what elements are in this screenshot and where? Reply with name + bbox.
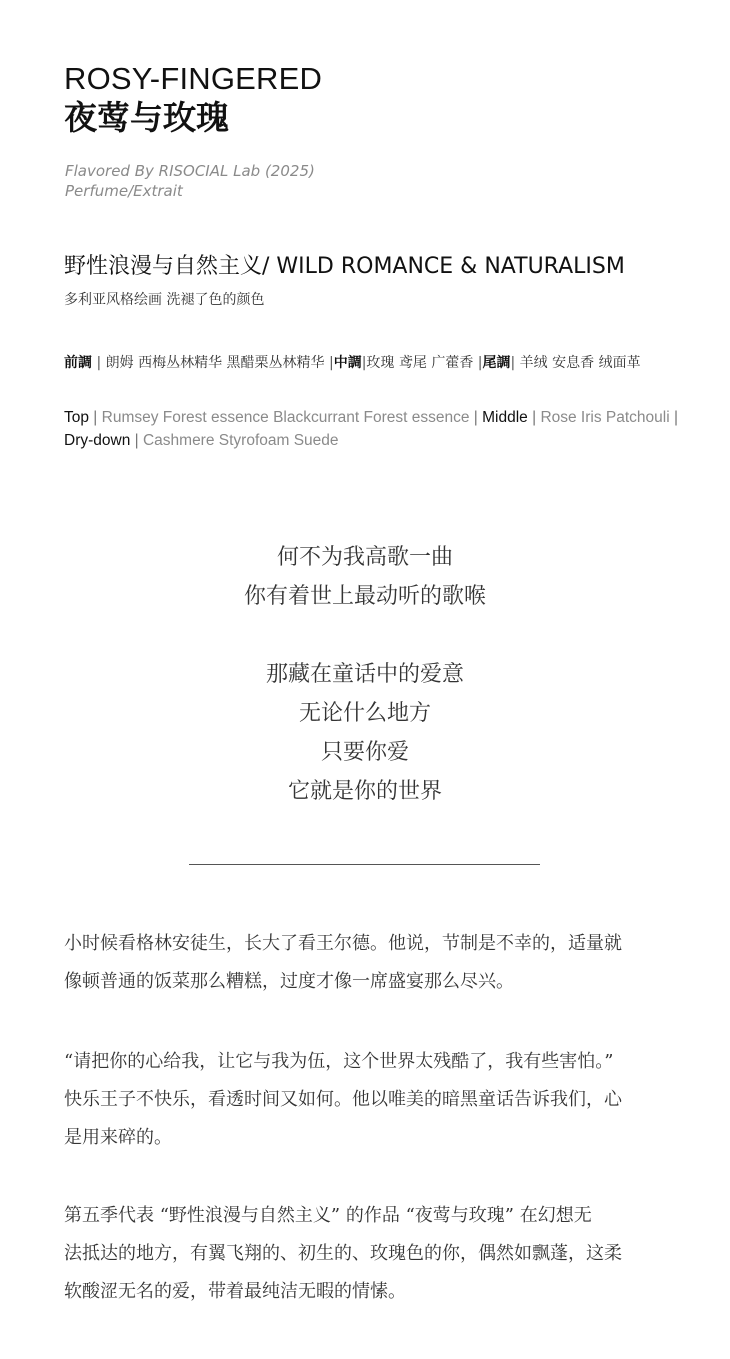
top-note-label-cn: 前調 xyxy=(64,355,92,371)
top-note-values-cn: 朗姆 西梅丛林精华 黑醋栗丛林精华 xyxy=(105,355,325,371)
prose-line: “请把你的心给我，让它与我为伍，这个世界太残酷了，我有些害怕。” xyxy=(64,1051,614,1072)
separator: | xyxy=(92,355,106,371)
separator: | xyxy=(324,355,334,371)
prose-line: 第五季代表 “野性浪漫与自然主义” 的作品 “夜莺与玫瑰” 在幻想无 xyxy=(64,1205,592,1226)
poem-line: 无论什么地方 xyxy=(298,701,431,726)
separator: | xyxy=(510,355,520,371)
prose-line: 是用来碎的。 xyxy=(64,1127,172,1148)
notes-cn xyxy=(64,350,684,376)
top-note-label-en: Top xyxy=(64,409,89,426)
poem xyxy=(0,538,730,811)
theme-title: 野性浪漫与自然主义/ WILD ROMANCE & NATURALISM xyxy=(64,254,625,279)
flavored-by-text: Flavored By RISOCIAL Lab (2025) xyxy=(65,162,315,180)
separator: | xyxy=(527,409,541,426)
base-note-values-en: Cashmere Styrofoam Suede xyxy=(142,432,339,449)
prose-line: 小时候看格林安徒生，长大了看王尔德。他说，节制是不幸的，适量就 xyxy=(64,933,622,954)
poem-line: 它就是你的世界 xyxy=(287,779,442,804)
poem-line: 只要你爱 xyxy=(320,740,409,765)
base-note-values-cn: 羊绒 安息香 绒面革 xyxy=(519,355,641,371)
separator: | xyxy=(669,409,679,426)
prose-paragraph-2 xyxy=(64,1043,670,1157)
product-type-text: Perfume/Extrait xyxy=(65,182,183,200)
middle-note-values-en: Rose Iris Patchouli xyxy=(540,409,670,426)
prose-paragraph-1 xyxy=(64,925,670,1001)
prose-line: 快乐王子不快乐，看透时间又如何。他以唯美的暗黑童话告诉我们，心 xyxy=(64,1089,622,1110)
separator: | xyxy=(473,355,483,371)
stanza-gap xyxy=(0,616,730,655)
prose-line: 像顿普通的饭菜那么糟糕，过度才像一席盛宴那么尽兴。 xyxy=(64,971,514,992)
base-note-label-cn: 尾調 xyxy=(482,355,511,371)
middle-note-values-cn: 玫瑰 鸢尾 广藿香 xyxy=(366,355,474,371)
poem-line: 何不为我高歌一曲 xyxy=(276,545,453,570)
prose-line: 软酸涩无名的爱，带着最纯洁无暇的情愫。 xyxy=(64,1281,406,1302)
poem-line: 那藏在童话中的爱意 xyxy=(265,662,464,687)
middle-note-label-en: Middle xyxy=(482,409,528,426)
theme-subtitle: 多利亚风格绘画 洗褪了色的颜色 xyxy=(64,292,265,308)
separator: | xyxy=(130,432,143,449)
middle-note-label-cn: 中調 xyxy=(333,355,362,371)
prose-line: 法抵达的地方，有翼飞翔的、初生的、玫瑰色的你，偶然如飘蓬，这柔 xyxy=(64,1243,622,1264)
poem-line: 你有着世上最动听的歌喉 xyxy=(243,584,486,609)
product-title-en: ROSY-FINGERED xyxy=(64,61,323,96)
separator: | xyxy=(469,409,483,426)
top-note-values-en: Rumsey Forest essence Blackcurrant Forest essence xyxy=(101,409,470,426)
separator: | xyxy=(361,355,367,371)
notes-en xyxy=(64,406,694,452)
prose-paragraph-3 xyxy=(64,1197,670,1311)
section-divider xyxy=(189,864,540,865)
product-title-cn: 夜莺与玫瑰 xyxy=(64,98,229,137)
separator: | xyxy=(89,409,102,426)
base-note-label-en: Dry-down xyxy=(64,432,131,449)
